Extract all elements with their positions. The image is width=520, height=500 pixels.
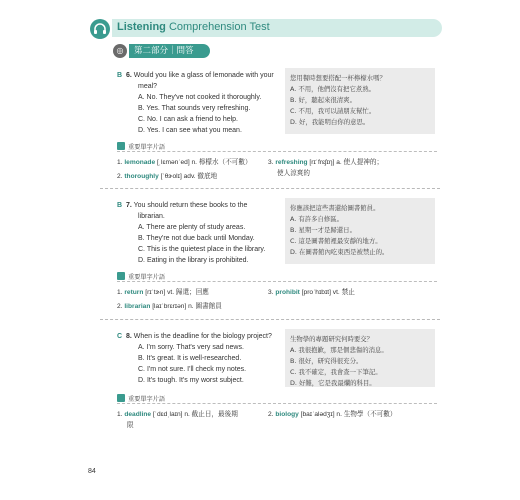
vocab-6-2: 2. thoroughly [ˈθɝolɪ] adv. 徹底地	[117, 173, 218, 180]
vocab-heading: 重要單字片語	[128, 144, 166, 151]
translation-7-a: A. 有許多自修區。	[290, 215, 344, 223]
speech-icon: ◎	[113, 44, 127, 58]
question-6-option-a: A. No. They've not cooked it thoroughly.	[138, 94, 262, 101]
vocab-8-1: 1. deadline [ˈdɛdˌlaɪn] n. 截止日，最後期	[117, 411, 238, 418]
vocab-6-1: 1. lemonade [ˌlɛmənˈed] n. 檸檬水（不可數）	[117, 159, 252, 166]
question-8-option-d: D. It's tough. It's my worst subject.	[138, 377, 244, 384]
vocab-rule	[117, 281, 437, 282]
vocab-icon	[117, 272, 125, 280]
vocab-heading: 重要單字片語	[128, 396, 166, 403]
translation-6-a: A. 不用，他們沒有把它煮熟。	[290, 85, 376, 93]
question-7-option-a: A. There are plenty of study areas.	[138, 224, 246, 231]
question-6-option-b: B. Yes. That sounds very refreshing.	[138, 105, 251, 112]
page-title: Listening Comprehension Test	[117, 21, 270, 33]
vocab-8-2: 2. biology [baɪˈalədʒɪ] n. 生物學（不可數）	[268, 411, 397, 418]
translation-8-d: D. 好難，它是我最爛的科目。	[290, 379, 376, 387]
vocab-6-3-cont: 使人涼爽的	[277, 170, 310, 177]
translation-6-c: C. 不用，我可以請朋友幫忙。	[290, 107, 376, 115]
vocab-rule	[117, 403, 437, 404]
vocab-7-1: 1. return [rɪˈtɝn] vt. 歸還；回應	[117, 289, 209, 296]
section-label: 第二部分｜問答	[129, 44, 210, 58]
page-number: 84	[88, 468, 96, 475]
question-7-prompt-cont: librarian.	[138, 213, 165, 220]
translation-7-b: B. 星期一才是歸還日。	[290, 226, 356, 234]
translation-7-prompt: 你應該把這些書還給圖書館員。	[290, 204, 380, 212]
question-8-option-c: C. I'm not sure. I'll check my notes.	[138, 366, 247, 373]
vocab-rule	[117, 151, 437, 152]
vocab-7-3: 3. prohibit [proˈhɪbɪt] vt. 禁止	[268, 289, 355, 296]
vocab-heading: 重要單字片語	[128, 274, 166, 281]
translation-8-b: B. 很好，研究得很充分。	[290, 357, 363, 365]
question-7-prompt: B 7. You should return these books to the	[117, 202, 248, 209]
question-6-option-d: D. Yes. I can see what you mean.	[138, 127, 242, 134]
question-8-prompt: C 8. When is the deadline for the biology project?	[117, 333, 272, 340]
translation-8-prompt: 生物學的專題研究何時要交？	[290, 335, 374, 343]
translation-7-c: C. 這是圖書館裡最安靜的地方。	[290, 237, 382, 245]
translation-8-c: C. 我不確定，我會查一下筆記。	[290, 368, 382, 376]
question-8-option-b: B. It's great. It is well-researched.	[138, 355, 242, 362]
question-6-prompt-cont: meal?	[138, 83, 158, 90]
vocab-icon	[117, 142, 125, 150]
divider	[100, 188, 440, 189]
translation-6-prompt: 您用餐時想要搭配一杯檸檬水嗎？	[290, 74, 386, 82]
question-7-option-b: B. They're not due back until Monday.	[138, 235, 255, 242]
translation-7-d: D. 在圖書館內吃東西是被禁止的。	[290, 248, 389, 256]
question-8-option-a: A. I'm sorry. That's very sad news.	[138, 344, 244, 351]
headphones-icon	[90, 19, 110, 39]
translation-6-b: B. 好，聽起來很清爽。	[290, 96, 356, 104]
translation-6-d: D. 好，我能明白你的意思。	[290, 118, 370, 126]
vocab-6-3: 3. refreshing [rɪˈfrɛʃɪŋ] a. 使人提神的；	[268, 159, 384, 166]
question-7-option-c: C. This is the quietest place in the library.	[138, 246, 266, 253]
vocab-7-2: 2. librarian [laɪˈbrɛrɪən] n. 圖書館員	[117, 303, 222, 310]
vocab-8-1-cont: 限	[127, 422, 134, 429]
question-6-prompt: B 6. Would you like a glass of lemonade with your	[117, 72, 274, 79]
vocab-icon	[117, 394, 125, 402]
question-6-option-c: C. No. I can ask a friend to help.	[138, 116, 238, 123]
translation-8-a: A. 我很抱歉，那是個悲傷的消息。	[290, 346, 388, 354]
divider	[100, 319, 440, 320]
question-7-option-d: D. Eating in the library is prohibited.	[138, 257, 249, 264]
